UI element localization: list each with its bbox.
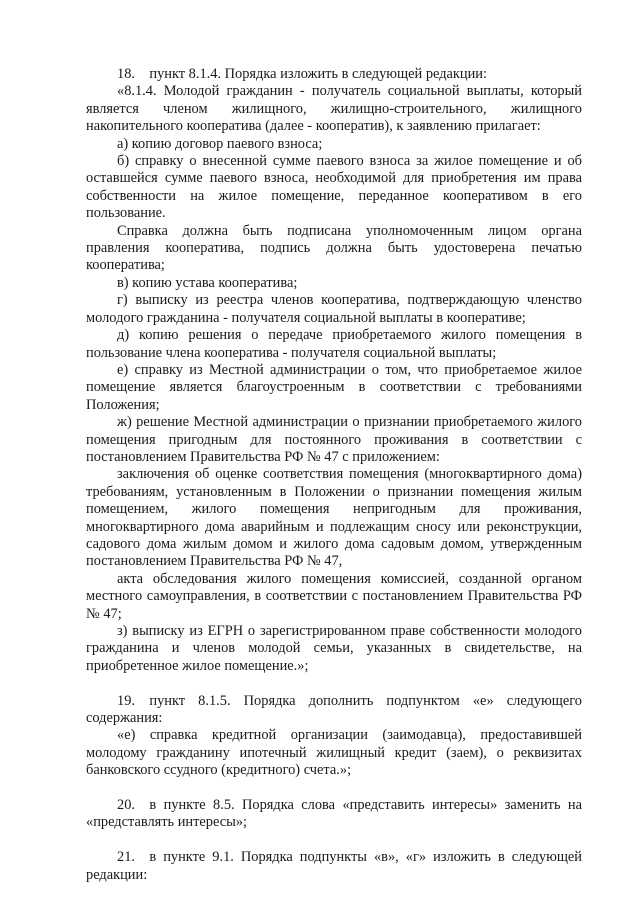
paragraph-signature-note: Справка должна быть подписана уполномоченным лицом органа правления кооператива, подпись должна быть удостоверена печатью кооператива; (86, 222, 582, 274)
paragraph-subitem-v: в) копию устава кооператива; (117, 274, 298, 291)
paragraph-subitem-e-credit: «е) справка кредитной организации (заимодавца), предоставившей молодому гражданину ипотечный жилищный кредит (заем), о реквизитах банковского ссудного (кредитного) счета.»; (86, 727, 582, 779)
paragraph-item-21: 21. в пункте 9.1. Порядка подпункты «в», «г» изложить в следующей редакции: (86, 849, 582, 883)
paragraph-subitem-zh: ж) решение Местной администрации о признании приобретаемого жилого помещения пригодным для постоянного проживания в соответствии с постановлением Правительства РФ № 47 с приложением: (86, 414, 582, 465)
document-body (86, 66, 582, 884)
paragraph-subitem-g: г) выписку из реестра членов кооператива, подтверждающую членство молодого гражданина - получателя социальной выплаты в кооперативе; (86, 292, 582, 326)
paragraph-subitem-a: а) копию договор паевого взноса; (117, 135, 323, 152)
paragraph-subitem-b: б) справку о внесенной сумме паевого взноса за жилое помещение и об оставшейся сумме паевого взноса, необходимой для приобретения им права собственности на жилое помещение, переданное кооперативом в его пользование. (86, 153, 582, 222)
paragraph-subitem-d: д) копию решения о передаче приобретаемого жилого помещения в пользование члена кооператива - получателя социальной выплаты; (86, 327, 582, 361)
paragraph-conclusion: заключения об оценке соответствия помещения (многоквартирного дома) требованиям, установленным в Положении о признании помещения жилым помещением, жилого помещения непригодным для проживания, многоквартирного дома аварийным и подлежащим сносу или реконструкции, садового дома жилым домом и жилого дома садовым домом, утвержденным постановлением Правительства РФ № 47, (86, 466, 582, 570)
paragraph-subitem-z: з) выписку из ЕГРН о зарегистрированном праве собственности молодого гражданина и членов молодой семьи, указанных в свидетельстве, на приобретенное жилое помещение.»; (86, 623, 582, 674)
paragraph-item-20: 20. в пункте 8.5. Порядка слова «представить интересы» заменить на «представлять интересы»; (86, 797, 582, 831)
paragraph-item-19: 19. пункт 8.1.5. Порядка дополнить подпунктом «е» следующего содержания: (86, 692, 582, 727)
paragraph-subitem-e: е) справку из Местной администрации о том, что приобретаемое жилое помещение является благоустроенным в соответствии с требованиями Положения; (86, 361, 582, 413)
paragraph-item-18: 18. пункт 8.1.4. Порядка изложить в следующей редакции: (117, 66, 488, 82)
paragraph-inspection-act: акта обследования жилого помещения комиссией, созданной органом местного самоуправления, в соответствии с постановлением Правительства РФ № 47; (86, 570, 582, 622)
paragraph-8-1-4-intro: «8.1.4. Молодой гражданин - получатель социальной выплаты, который является членом жилищного, жилищно-строительного, жилищного накопительного кооператива (далее - кооператив), к заявлению прилагает: (86, 83, 582, 135)
